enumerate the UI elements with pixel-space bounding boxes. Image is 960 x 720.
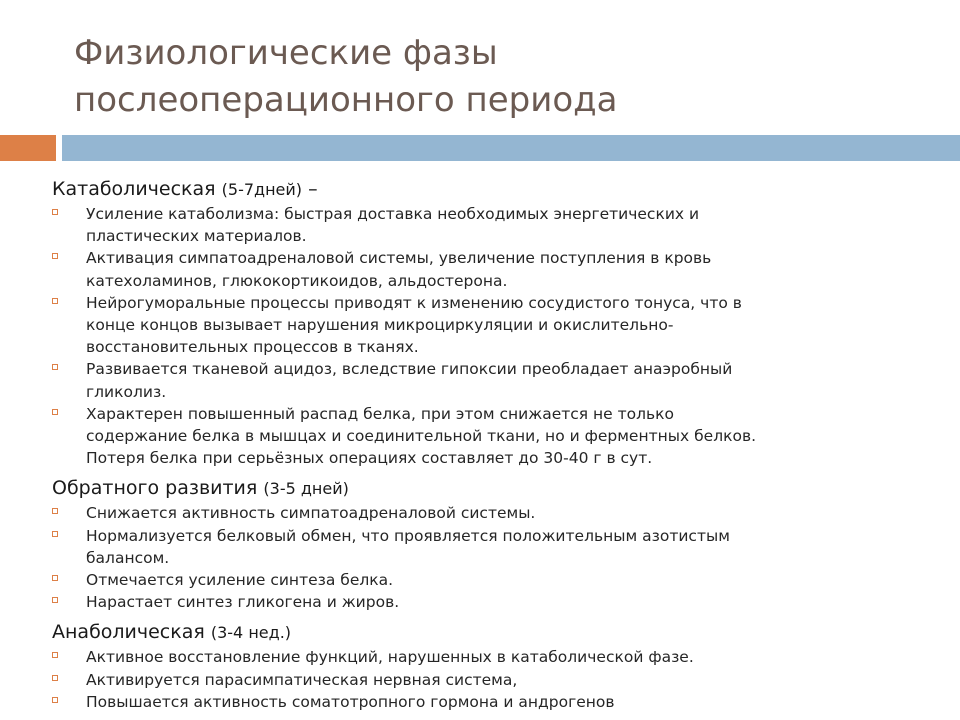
list-item-line: Нарастает синтез гликогена и жиров. xyxy=(86,593,400,612)
list-item xyxy=(52,247,932,291)
list-item-line: Характерен повышенный распад белка, при этом снижается не только xyxy=(86,404,675,423)
square-bullet-icon xyxy=(52,209,58,215)
list-item-line: Нормализуется белковый обмен, что проявляется положительным азотистым xyxy=(86,526,730,545)
section-recovery xyxy=(52,475,932,613)
square-bullet-icon xyxy=(52,597,58,603)
section-heading-name: Катаболическая xyxy=(52,178,216,200)
square-bullet-icon xyxy=(52,364,58,370)
list-item-line: Активация симпатоадреналовой системы, увеличение поступления в кровь xyxy=(86,249,712,268)
list-item-line: Усиление катаболизма: быстрая доставка необходимых энергетических и xyxy=(86,205,700,223)
list-item-line: Отмечается усиление синтеза белка. xyxy=(86,571,394,590)
section-heading-name: Анаболическая xyxy=(52,621,205,644)
section-anabolic xyxy=(52,619,932,713)
list-item xyxy=(52,691,932,713)
section-heading xyxy=(52,619,932,646)
list-item xyxy=(52,403,932,470)
bullet-list xyxy=(52,502,932,613)
list-item-line: конце концов вызывает нарушения микроциркуляции и окислительно- xyxy=(86,316,674,335)
list-item-line: Нейрогуморальные процессы приводят к изменению сосудистого тонуса, что в xyxy=(86,293,742,312)
accent-bar-blue xyxy=(62,135,960,161)
list-item xyxy=(52,502,932,524)
section-heading-duration: (3-5 дней) xyxy=(263,479,349,499)
list-item xyxy=(52,591,932,613)
accent-bar-orange xyxy=(0,135,56,161)
slide-title xyxy=(74,30,934,124)
bullet-list xyxy=(52,203,932,469)
list-item-line: содержание белка в мышцах и соединительной ткани, но и ферментных белков. xyxy=(86,427,757,446)
section-heading-suffix: – xyxy=(302,178,318,200)
bullet-list xyxy=(52,646,932,713)
list-item xyxy=(52,569,932,591)
square-bullet-icon xyxy=(52,675,58,681)
section-heading xyxy=(52,475,932,502)
list-item xyxy=(52,203,932,247)
list-item xyxy=(52,669,932,691)
list-item-line: Активируется парасимпатическая нервная система, xyxy=(86,670,518,689)
square-bullet-icon xyxy=(52,531,58,537)
square-bullet-icon xyxy=(52,298,58,304)
list-item-line: Развивается тканевой ацидоз, вследствие гипоксии преобладает анаэробный xyxy=(86,360,733,379)
section-heading-name: Обратного развития xyxy=(52,477,258,500)
square-bullet-icon xyxy=(52,575,58,581)
slide-title-line-1: Физиологические фазы xyxy=(74,33,498,73)
section-heading xyxy=(52,176,932,203)
square-bullet-icon xyxy=(52,253,58,259)
list-item-line: катехоламинов, глюкокортикоидов, альдостерона. xyxy=(86,271,508,290)
list-item-line: восстановительных процессов в тканях. xyxy=(86,338,419,357)
square-bullet-icon xyxy=(52,697,58,703)
list-item xyxy=(52,525,932,569)
slide-title-line-2: послеоперационного периода xyxy=(74,80,618,120)
slide-body xyxy=(52,176,932,720)
section-heading-duration: (3-4 нед.) xyxy=(210,623,292,643)
list-item xyxy=(52,646,932,668)
list-item-line: Повышается активность соматотропного гормона и андрогенов xyxy=(86,692,615,711)
section-heading-duration: (5-7дней) xyxy=(221,180,303,199)
list-item-line: пластических материалов. xyxy=(86,227,307,246)
list-item-line: гликолиз. xyxy=(86,382,167,401)
square-bullet-icon xyxy=(52,508,58,514)
list-item xyxy=(52,292,932,359)
list-item xyxy=(52,358,932,402)
list-item-line: Снижается активность симпатоадреналовой системы. xyxy=(86,504,536,523)
section-catabolic xyxy=(52,176,932,469)
list-item-line: Активное восстановление функций, нарушенных в катаболической фазе. xyxy=(86,648,694,667)
list-item-line: балансом. xyxy=(86,548,170,567)
square-bullet-icon xyxy=(52,652,58,658)
list-item-line: Потеря белка при серьёзных операциях составляет до 30-40 г в сут. xyxy=(86,449,653,468)
square-bullet-icon xyxy=(52,409,58,415)
